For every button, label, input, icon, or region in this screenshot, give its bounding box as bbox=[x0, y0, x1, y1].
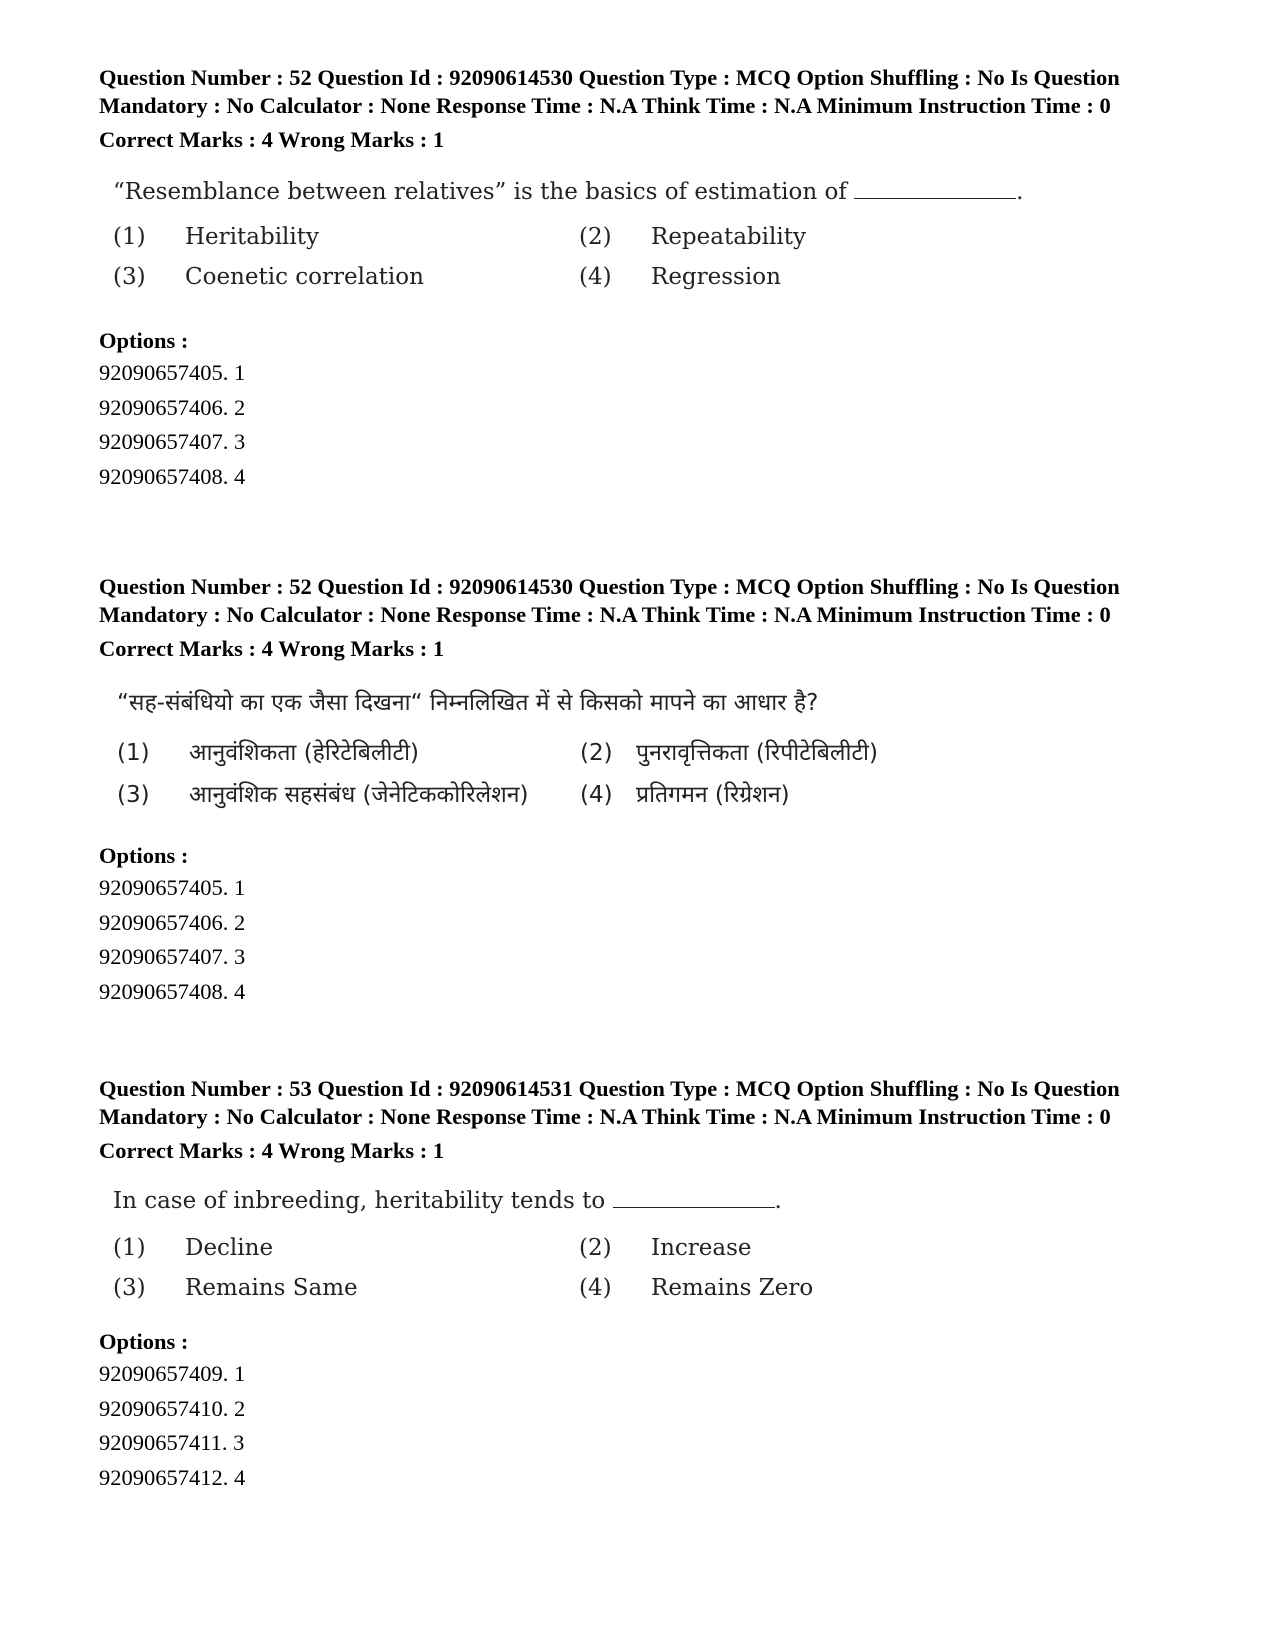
option-id: 92090657410. 2 bbox=[99, 1395, 246, 1421]
choice-item bbox=[117, 777, 529, 809]
choice-number: (4) bbox=[580, 782, 613, 808]
choice-item bbox=[579, 1235, 752, 1261]
options-title: Options : bbox=[99, 1329, 189, 1354]
choice-text: पुनरावृत्तिकता (रिपीटेबिलीटी) bbox=[636, 740, 878, 766]
choice-number: (3) bbox=[113, 264, 146, 290]
options-title: Options : bbox=[99, 843, 189, 868]
choice-item bbox=[113, 1275, 358, 1301]
question-image bbox=[113, 663, 1179, 813]
choice-item bbox=[117, 735, 419, 767]
choice-number: (4) bbox=[579, 264, 612, 290]
choice-number: (1) bbox=[113, 224, 146, 250]
option-id: 92090657405. 1 bbox=[99, 360, 246, 385]
options-title: Options : bbox=[99, 328, 189, 353]
option-id: 92090657409. 1 bbox=[99, 1361, 246, 1386]
option-id: 92090657406. 2 bbox=[99, 394, 246, 420]
question-stem-text: “Resemblance between relatives” is the basics of estimation of bbox=[113, 179, 847, 205]
option-id: 92090657406. 2 bbox=[99, 909, 246, 935]
choice-number: (2) bbox=[579, 224, 612, 250]
choice-item bbox=[580, 777, 790, 809]
choice-number: (3) bbox=[113, 1275, 146, 1301]
question-stem-text: “सह-संबंधियो का एक जैसा दिखना“ निम्नलिखित में से किसको मापने का आधार है? bbox=[117, 690, 819, 716]
choice-text: Remains Same bbox=[185, 1275, 358, 1301]
option-id: 92090657408. 4 bbox=[99, 978, 246, 1004]
choice-text: Coenetic correlation bbox=[185, 264, 424, 290]
question-marks: Correct Marks : 4 Wrong Marks : 1 bbox=[99, 127, 445, 152]
question-image bbox=[113, 1165, 1179, 1315]
choice-text: Remains Zero bbox=[651, 1275, 814, 1301]
question-image bbox=[113, 154, 1179, 304]
choice-number: (2) bbox=[580, 740, 613, 766]
choice-item bbox=[113, 264, 424, 290]
answer-blank bbox=[854, 176, 1016, 199]
choice-text: Repeatability bbox=[651, 224, 806, 250]
choice-text: Heritability bbox=[185, 224, 320, 250]
question-stem-end: . bbox=[1016, 179, 1024, 205]
choice-item bbox=[113, 224, 319, 250]
choice-item bbox=[579, 224, 806, 250]
option-id: 92090657407. 3 bbox=[99, 429, 246, 454]
question-stem bbox=[113, 1185, 782, 1214]
question-block bbox=[99, 573, 1179, 1009]
question-block bbox=[99, 1075, 1179, 1495]
choice-number: (1) bbox=[113, 1235, 146, 1261]
choice-number: (2) bbox=[579, 1235, 612, 1261]
option-id: 92090657408. 4 bbox=[99, 463, 246, 489]
choice-number: (4) bbox=[579, 1275, 612, 1301]
question-marks: Correct Marks : 4 Wrong Marks : 1 bbox=[99, 636, 445, 661]
option-id: 92090657407. 3 bbox=[99, 944, 246, 969]
question-stem bbox=[117, 685, 818, 717]
choice-item bbox=[579, 1275, 813, 1301]
question-stem-text: In case of inbreeding, heritability tends to bbox=[113, 1188, 606, 1214]
choice-item bbox=[113, 1235, 273, 1261]
question-stem-end: . bbox=[774, 1188, 782, 1214]
choice-number: (1) bbox=[117, 740, 150, 766]
choice-number: (3) bbox=[117, 782, 150, 808]
question-header: Question Number : 52 Question Id : 92090614530 Question Type : MCQ Option Shuffling : No Is Question Mandatory : No Calculator : None Response Time : N.A Think Time : N.A Minimum Instruction Time : 0 bbox=[99, 574, 1120, 627]
question-block bbox=[99, 64, 1179, 494]
choice-text: आनुवंशिकता (हेरिटेबिलीटी) bbox=[189, 740, 420, 766]
question-marks: Correct Marks : 4 Wrong Marks : 1 bbox=[99, 1138, 445, 1163]
choice-text: Increase bbox=[651, 1235, 752, 1261]
option-id: 92090657411. 3 bbox=[99, 1430, 245, 1455]
question-header: Question Number : 53 Question Id : 92090614531 Question Type : MCQ Option Shuffling : No Is Question Mandatory : No Calculator : None Response Time : N.A Think Time : N.A Minimum Instruction Time : 0 bbox=[99, 1076, 1120, 1129]
question-header: Question Number : 52 Question Id : 92090614530 Question Type : MCQ Option Shuffling : No Is Question Mandatory : No Calculator : None Response Time : N.A Think Time : N.A Minimum Instruction Time : 0 bbox=[99, 65, 1120, 118]
option-id: 92090657405. 1 bbox=[99, 875, 246, 900]
question-stem bbox=[113, 176, 1023, 205]
choice-item bbox=[580, 735, 878, 767]
answer-blank bbox=[613, 1185, 775, 1208]
choice-text: Regression bbox=[651, 264, 781, 290]
choice-text: प्रतिगमन (रिग्रेशन) bbox=[636, 782, 790, 808]
choice-text: आनुवंशिक सहसंबंध (जेनेटिककोरिलेशन) bbox=[189, 782, 529, 808]
choice-text: Decline bbox=[185, 1235, 274, 1261]
choice-item bbox=[579, 264, 781, 290]
option-id: 92090657412. 4 bbox=[99, 1464, 246, 1490]
